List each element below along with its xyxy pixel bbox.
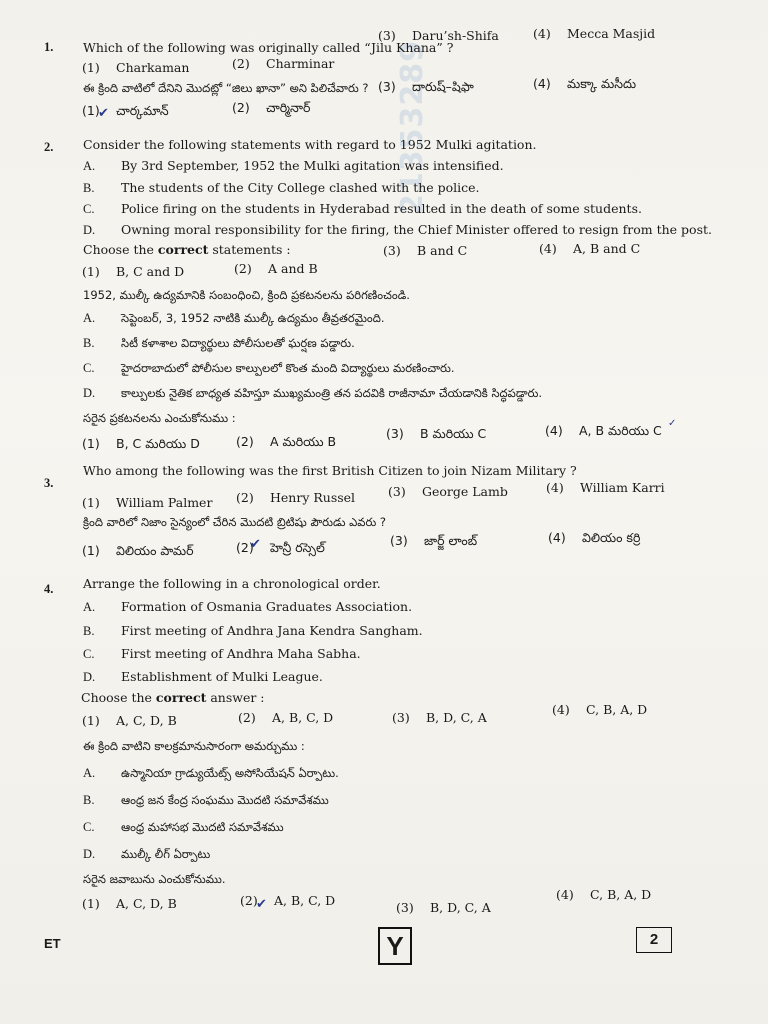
q4-option-1: (1) A, C, D, B bbox=[82, 713, 177, 728]
answer-tick-mark: ✔ bbox=[250, 537, 261, 552]
q1-te-option-1: (1) చార్కమాన్ bbox=[82, 103, 169, 118]
small-pen-mark: ✓ bbox=[668, 418, 677, 429]
booklet-code: ET bbox=[44, 936, 61, 951]
q2-option-1: (1) B, C and D bbox=[82, 264, 185, 279]
q2-option-2: (2) A and B bbox=[234, 261, 318, 276]
q4-te-option-1: (1) A, C, D, B bbox=[82, 896, 177, 911]
q2-choose-instruction: Choose the correct statements : bbox=[83, 242, 291, 257]
question-4-text: Arrange the following in a chronological order. bbox=[83, 576, 381, 591]
q4-te-option-4: (4) C, B, A, D bbox=[556, 887, 652, 902]
q2-statement-a: A. By 3rd September, 1952 the Mulki agitation was intensified. bbox=[83, 158, 504, 173]
question-2-telugu-text: 1952, ముల్కీ ఉద్యమానికి సంబంధించి, క్రింది ప్రకటనలను పరిగణించండి. bbox=[83, 288, 410, 302]
q4-choose-instruction: Choose the correct answer : bbox=[81, 690, 265, 705]
q4-option-2: (2) A, B, C, D bbox=[238, 710, 334, 725]
q3-option-2: (2) Henry Russel bbox=[236, 490, 356, 505]
q2-te-statement-d: D. కాల్పులకు నైతిక బాధ్యత వహిస్తూ ముఖ్యమంత్రి తన పదవికి రాజీనామా చేయడానికి సిద్ధపడ్డారు. bbox=[83, 386, 543, 400]
q2-te-statement-a: A. సెప్టెంబర్, 3, 1952 నాటికి ముల్కీ ఉద్యమం తీవ్రతరమైంది. bbox=[83, 311, 385, 325]
question-2-text: Consider the following statements with regard to 1952 Mulki agitation. bbox=[83, 137, 537, 152]
q2-statement-d: D. Owning moral responsibility for the firing, the Chief Minister offered to resign from the post. bbox=[83, 222, 712, 237]
q2-option-3: (3) B and C bbox=[383, 243, 468, 258]
q1-te-option-2: (2) చార్మినార్ bbox=[232, 100, 311, 115]
q4-statement-b: B. First meeting of Andhra Jana Kendra Sangham. bbox=[83, 623, 423, 638]
q4-te-statement-d: D. ముల్కీ లీగ్ ఏర్పాటు bbox=[83, 847, 211, 861]
q3-option-4: (4) William Karri bbox=[546, 480, 665, 495]
q2-te-option-1: (1) B, C మరియు D bbox=[82, 436, 200, 451]
q4-te-statement-c: C. ఆంధ్ర మహాసభ మొదటి సమావేశము bbox=[83, 820, 284, 834]
q4-te-statement-a: A. ఉస్మానియా గ్రాడ్యుయేట్స్ అసోసియేషన్ ఏర్పాటు. bbox=[83, 766, 339, 780]
question-3-telugu-text: క్రింది వారిలో నిజాం సైన్యంలో చేరిన మొదటి బ్రిటిషు పౌరుడు ఎవరు ? bbox=[83, 515, 387, 529]
q3-te-option-2: (2) హెన్రీ రస్సెల్ bbox=[236, 540, 325, 555]
q4-te-option-3: (3) B, D, C, A bbox=[396, 900, 491, 915]
q2-te-statement-c: C. హైదరాబాదులో పోలీసుల కాల్పులలో కొంత మంది విద్యార్థులు మరణించారు. bbox=[83, 361, 455, 375]
series-code-box: Y bbox=[378, 927, 412, 965]
q1-option-3: (3) Daru’sh-Shifa bbox=[378, 28, 499, 43]
watermark: 21353289 bbox=[395, 40, 430, 215]
q1-option-4: (4) Mecca Masjid bbox=[533, 26, 656, 41]
question-3-text: Who among the following was the first British Citizen to join Nizam Military ? bbox=[83, 463, 577, 478]
question-4-number: 4. bbox=[44, 582, 54, 596]
q1-te-option-4: (4) మక్కా మసీదు bbox=[533, 76, 637, 91]
q4-statement-a: A. Formation of Osmania Graduates Association. bbox=[83, 599, 413, 614]
q3-option-3: (3) George Lamb bbox=[388, 484, 508, 499]
q2-te-option-2: (2) A మరియు B bbox=[236, 434, 337, 449]
q4-option-4: (4) C, B, A, D bbox=[552, 702, 648, 717]
question-4-telugu-text: ఈ క్రింది వాటిని కాలక్రమానుసారంగా అమర్చుము : bbox=[83, 739, 305, 753]
q4-te-choose-instruction: సరైన జవాబును ఎంచుకోనుము. bbox=[83, 872, 226, 886]
q2-statement-b: B. The students of the City College clashed with the police. bbox=[83, 180, 480, 195]
question-1-number: 1. bbox=[44, 40, 54, 54]
question-1-text: Which of the following was originally called “Jilu Khana” ? bbox=[83, 40, 454, 55]
q4-te-statement-b: B. ఆంధ్ర జన కేంద్ర సంఘము మొదటి సమావేశము bbox=[83, 793, 329, 807]
question-1-telugu-text: ఈ క్రింది వాటిలో దేనిని మొదట్లో “జిలు ఖానా” అని పిలిచేవారు ? bbox=[83, 81, 369, 95]
q2-option-4: (4) A, B and C bbox=[539, 241, 641, 256]
q3-option-1: (1) William Palmer bbox=[82, 495, 213, 510]
answer-tick-mark: ✔ bbox=[98, 106, 109, 121]
q2-te-option-3: (3) B మరియు C bbox=[386, 426, 487, 441]
q4-statement-c: C. First meeting of Andhra Maha Sabha. bbox=[83, 646, 361, 661]
q4-te-option-2: (2) A, B, C, D bbox=[240, 893, 336, 908]
q3-te-option-1: (1) విలియం పామర్ bbox=[82, 543, 194, 558]
q2-te-option-4: (4) A, B మరియు C bbox=[545, 423, 662, 438]
q2-te-choose-instruction: సరైన ప్రకటనలను ఎంచుకోనుము : bbox=[83, 411, 236, 425]
q2-statement-c: C. Police firing on the students in Hyderabad resulted in the death of some students. bbox=[83, 201, 642, 216]
q1-te-option-3: (3) దారుష్–షిఫా bbox=[378, 79, 474, 94]
q1-option-1: (1) Charkaman bbox=[82, 60, 190, 75]
page-number: 2 bbox=[636, 927, 672, 953]
q1-option-2: (2) Charminar bbox=[232, 56, 335, 71]
question-3-number: 3. bbox=[44, 476, 54, 490]
q3-te-option-4: (4) విలియం కర్రి bbox=[548, 530, 641, 545]
q4-option-3: (3) B, D, C, A bbox=[392, 710, 487, 725]
q2-te-statement-b: B. సిటీ కళాశాల విద్యార్థులు పోలీసులతో ఘర్షణ పడ్డారు. bbox=[83, 336, 355, 350]
question-2-number: 2. bbox=[44, 140, 54, 154]
answer-tick-mark: ✔ bbox=[256, 897, 267, 912]
q3-te-option-3: (3) జార్జ్ లాంబ్ bbox=[390, 533, 478, 548]
q4-statement-d: D. Establishment of Mulki League. bbox=[83, 669, 323, 684]
